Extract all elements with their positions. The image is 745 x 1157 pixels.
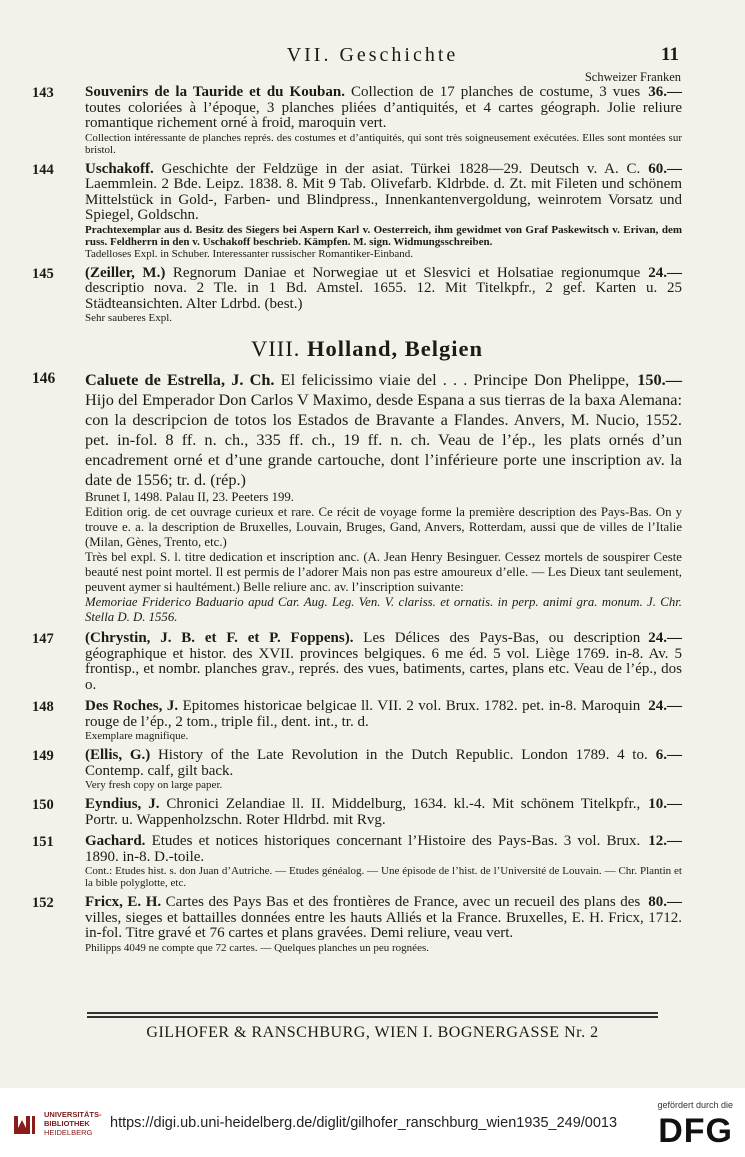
entry-price: 12.— xyxy=(648,833,682,849)
entry-text: Cartes des Pays Bas et des frontières de France, avec un recueil des plans des villes, sieges et battailles données entre les hauts Alliés et la France. Bruxelles, E. H. Fricx, 1712. in-fol. Titre gravé et 76 cartes et plans gravées. Demi reliure, veau vert. xyxy=(85,894,682,941)
entry-note: Very fresh copy on large paper. xyxy=(85,779,223,791)
catalog-entry xyxy=(32,797,682,828)
entry-number: 146 xyxy=(32,370,56,387)
entry-price: 36.— xyxy=(648,84,682,100)
entry-text: History of the Late Revolution in the Dutch Republic. London 1789. 4 to. Contemp. calf, gilt back. xyxy=(85,747,648,779)
entry-body xyxy=(85,631,682,693)
entry-note: Prachtexemplar aus d. Besitz des Siegers bei Aspern Karl v. Oesterreich, ihm gewidmet von Graf Paskewitsch v. Erivan, dem russ. Feldherrn in den v. Uschakoff beschrieb. Kämpfen. M. sign. Widmungsschreiben. xyxy=(85,223,682,248)
entry-note: Philipps 4049 ne compte que 72 cartes. — Quelques planches un peu rognées. xyxy=(85,941,429,954)
entry-body xyxy=(85,162,682,224)
entry-number: 149 xyxy=(32,748,54,764)
entry-body xyxy=(85,370,682,490)
entry-note: Collection intéressante de planches représ. des costumes et d’antiquités, qui sont très soigneusement exécutées. Elles sont montées sur bristol. xyxy=(85,131,682,156)
entry-note: Brunet I, 1498. Palau II, 23. Peeters 199. xyxy=(85,490,294,504)
entry-price: 80.— xyxy=(648,894,682,910)
library-name-line: UNIVERSITÄTS- xyxy=(44,1110,102,1119)
entry-author: (Chrystin, J. B. et F. et P. Foppens). xyxy=(85,630,354,646)
catalog-content xyxy=(32,85,682,960)
entry-number: 147 xyxy=(32,631,54,647)
entry-author: (Ellis, G.) xyxy=(85,747,151,763)
entry-price: 24.— xyxy=(648,630,682,646)
section-title: Holland, Belgien xyxy=(306,336,483,361)
entry-note: Très bel expl. S. l. titre dedication et inscription anc. (A. Jean Henry Besinguer. Cessez mortels de souspirer Ceste beauté nest point mortel. Il est permis de l’adorer Mais non pas estre amoureux d’elle. — Les Dieux tant seulement, peuvent aymer si haultément.) Belle reliure anc. av. l’inscription suivante: xyxy=(85,550,682,594)
entry-number: 152 xyxy=(32,895,54,911)
entry-body xyxy=(85,85,682,132)
entry-text: Geschichte der Feldzüge in der asiat. Türkei 1828—29. Deutsch v. A. C. Laemmlein. 2 Bde. Leipz. 1838. 8. Mit 9 Tab. Olivefarb. Kldrbde. d. Zt. mit Fileten und schönem Mittelstück in Gold-, Farben- und Blindpress., Innenkantenvergoldung, weinrotem Vorsatz und Spiegel, Goldschn. xyxy=(85,160,682,223)
running-head xyxy=(0,44,745,68)
entry-author: Caluete de Estrella, J. Ch. xyxy=(85,370,275,389)
entry-note: Exemplare magnifique. xyxy=(85,730,189,742)
section-roman: VIII. xyxy=(250,336,301,361)
entry-author: Souvenirs de la Tauride et du Kouban. xyxy=(85,84,345,100)
footer-rule-top xyxy=(87,1012,658,1014)
entry-author: Uschakoff. xyxy=(85,160,154,177)
entry-text: Epitomes historicae belgicae ll. VII. 2 vol. Brux. 1782. pet. in-8. Maroquin rouge de l’ép., 2 tom., triple fil., dent. int., tr. d. xyxy=(85,698,641,730)
university-library-logo-icon xyxy=(10,1110,38,1138)
section-heading xyxy=(52,336,682,362)
entry-note: Sehr sauberes Expl. xyxy=(85,312,173,324)
entry-note: Cont.: Etudes hist. s. don Juan d’Autriche. — Etudes généalog. — Une épisode de l’hist. de l’Université de Louvain. — Chr. Plantin et la bible polyglotte, etc. xyxy=(85,865,682,889)
entry-note: Memoriae Friderico Baduario apud Car. Aug. Leg. Ven. V. clariss. et ornatis. in perp. animi gra. monum. J. Chr. Stella D. D. 1556. xyxy=(85,595,682,624)
entry-note: Tadelloses Expl. in Schuber. Interessanter russischer Romantiker-Einband. xyxy=(85,247,414,260)
entry-number: 151 xyxy=(32,834,54,850)
catalog-entry xyxy=(32,266,682,325)
entry-author: Eyndius, J. xyxy=(85,796,160,812)
dfg-logo: DFG xyxy=(658,1112,733,1150)
currency-label: Schweizer Franken xyxy=(584,70,681,84)
funder-caption: gefördert durch die xyxy=(657,1100,733,1110)
entry-number: 148 xyxy=(32,699,54,715)
entry-body xyxy=(85,266,682,313)
entry-author: Fricx, E. H. xyxy=(85,894,162,910)
entry-number: 144 xyxy=(32,161,54,178)
entry-text: El felicissimo viaie del . . . Principe Don Phelippe, Hijo del Emperador Don Carlos V Maximo, desde Espana a sus tierras de la baxa Alemana: con la descripcion de totos los Estados de Bravante a Flandes. Anvers, M. Nucio, 1552. pet. in-fol. 8 ff. n. ch., 335 ff. ch., 19 ff. n. ch. Veau de l’ép., les plats ornés d’un encadrement orné et d’une grande cartouche, dont l’inférieure porte une inscription av. la date de 1556; tr. d. (rép.) xyxy=(85,370,682,489)
entry-price: 24.— xyxy=(648,264,682,281)
entry-text: Les Délices des Pays-Bas, ou description géographique et histor. des XVII. provinces belgiques. 6 me éd. 5 vol. Liège 1769. in-8. Av. 5 frontisp., et nombr. planches grav., représ. des vues, batiments, cartes, plans etc. Veau de l’ép., dos o. xyxy=(85,630,682,693)
university-library-name xyxy=(44,1110,102,1137)
chapter-title: VII. Geschichte xyxy=(286,44,459,66)
entry-body xyxy=(85,797,682,828)
catalog-entry xyxy=(32,162,682,260)
entry-price: 150.— xyxy=(637,370,682,389)
publisher-footer: GILHOFER & RANSCHBURG, WIEN I. BOGNERGASSE Nr. 2 xyxy=(146,1024,599,1041)
catalog-entry xyxy=(32,370,682,625)
footer-rule-bottom xyxy=(87,1016,658,1018)
entry-body xyxy=(85,895,682,942)
catalog-entry xyxy=(32,85,682,156)
entry-number: 145 xyxy=(32,265,54,282)
entry-text: Etudes et notices historiques concernant l’Histoire des Pays-Bas. 3 vol. Brux. 1890. in-8. D.-toile. xyxy=(85,833,641,865)
entry-text: Regnorum Daniae et Norwegiae ut et Slesvici et Holsatiae regionumque descriptio nova. 2 Tle. in 1 Bd. Amstel. 1655. 12. Mit Titelkpfr., 2 gef. Karten u. 25 Städteansichten. Alter Ldrbd. (best.) xyxy=(85,264,682,312)
entry-author: Gachard. xyxy=(85,833,146,849)
permalink-url[interactable]: https://digi.ub.uni-heidelberg.de/diglit/gilhofer_ranschburg_wien1935_249/0013 xyxy=(110,1115,618,1131)
library-name-line: BIBLIOTHEK xyxy=(44,1119,90,1128)
entry-price: 60.— xyxy=(648,160,682,177)
catalog-entry xyxy=(32,748,682,791)
entry-author: Des Roches, J. xyxy=(85,698,179,714)
entry-body xyxy=(85,834,682,865)
catalog-entry xyxy=(32,834,682,889)
page-number: 11 xyxy=(661,44,679,65)
entry-body xyxy=(85,748,682,779)
entry-price: 24.— xyxy=(648,698,682,714)
entry-number: 143 xyxy=(32,85,54,101)
entry-note: Edition orig. de cet ouvrage curieux et rare. Ce récit de voyage forme la première description des Pays-Bas. On y trouve e. a. la description de Bruxelles, Louvain, Bruges, Gand, Anvers, Rotterdam, aussi que de villes de l’Italie (Milan, Gènes, Trento, etc.) xyxy=(85,505,682,549)
entry-text: Collection de 17 planches de costume, 3 vues toutes coloriées à l’époque, 3 planches pliées d’antiquités, et 4 cartes géograph. Jolie reliure romantique richement orné à froid, maroquin vert. xyxy=(85,84,682,131)
library-name-line: HEIDELBERG xyxy=(44,1128,93,1137)
catalog-entry xyxy=(32,631,682,693)
catalog-entry xyxy=(32,895,682,954)
entry-author: (Zeiller, M.) xyxy=(85,264,166,281)
entry-number: 150 xyxy=(32,797,54,813)
viewer-bottom-bar xyxy=(0,1088,745,1157)
entry-price: 6.— xyxy=(655,747,682,763)
entry-text: Chronici Zelandiae ll. II. Middelburg, 1634. kl.-4. Mit schönem Titelkpfr., Portr. u. Wappenholzschn. Roter Hldrbd. mit Rvg. xyxy=(85,796,641,828)
entry-body xyxy=(85,699,682,730)
catalog-entry xyxy=(32,699,682,742)
entry-price: 10.— xyxy=(648,796,682,812)
